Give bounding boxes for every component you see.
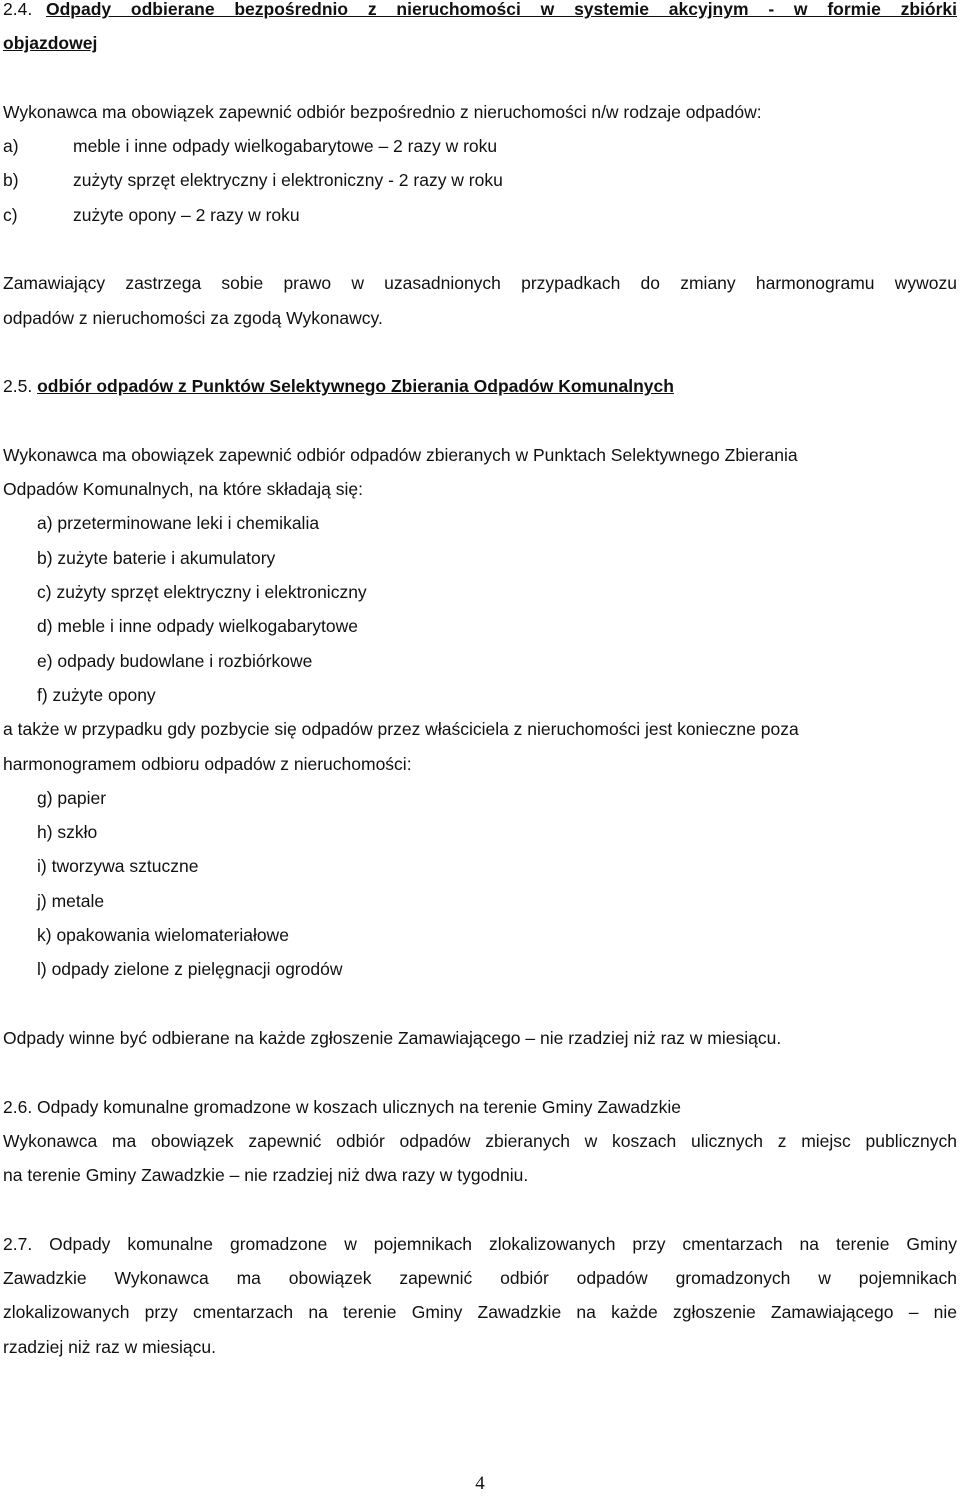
list-item-text: zużyty sprzęt elektryczny i elektroniczny - 2 razy w roku [73,170,503,191]
list-item: d) meble i inne odpady wielkogabarytowe [37,616,359,637]
list-item: b) zużyte baterie i akumulatory [37,547,276,568]
paragraph: Zamawiający zastrzega sobie prawo w uzasadnionych przypadkach do zmiany harmonogramu wywozu [3,273,957,294]
list-item: g) papier [37,787,107,808]
section-title-cont: objazdowej [3,33,98,54]
paragraph: odpadów z nieruchomości za zgodą Wykonawcy. [3,307,383,328]
paragraph: na terenie Gminy Zawadzkie – nie rzadziej niż dwa razy w tygodniu. [3,1165,529,1186]
paragraph: Zawadzkie Wykonawca ma obowiązek zapewnić odbiór odpadów gromadzonych w pojemnikach [3,1267,957,1288]
list-item: a) przeterminowane leki i chemikalia [37,513,320,534]
list-item [3,129,957,163]
paragraph: zlokalizowanych przy cmentarzach na terenie Gminy Zawadzkie na każde zgłoszenie Zamawiającego – nie [3,1302,957,1323]
section-number: 2.5. [3,376,33,397]
document-page [3,0,957,1364]
list-item-text: zużyte opony – 2 razy w roku [73,204,300,225]
section-2-7-heading: 2.7. Odpady komunalne gromadzone w pojemnikach zlokalizowanych przy cmentarzach na terenie Gminy [3,1233,957,1254]
page-number: 4 [475,1473,485,1494]
section-2-5-heading [3,369,957,403]
list-item: h) szkło [37,822,98,843]
paragraph: Wykonawca ma obowiązek zapewnić odbiór odpadów zbieranych w koszach ulicznych z miejsc publicznych [3,1130,957,1151]
list-item: k) opakowania wielomateriałowe [37,925,289,946]
section-title: odbiór odpadów z Punktów Selektywnego Zbierania Odpadów Komunalnych [37,376,674,397]
list-item [3,198,957,232]
paragraph: Odpady winne być odbierane na każde zgłoszenie Zamawiającego – nie rzadziej niż raz w miesiącu. [3,1027,782,1048]
list-item: f) zużyte opony [37,684,156,705]
list-item: e) odpady budowlane i rozbiórkowe [37,650,313,671]
section-number: 2.4. [3,0,33,19]
paragraph: rzadziej niż raz w miesiącu. [3,1336,216,1357]
paragraph: Wykonawca ma obowiązek zapewnić odbiór odpadów zbieranych w Punktach Selektywnego Zbierania [3,444,798,465]
section-title: Odpady odbierane bezpośrednio z nieruchomości w systemie akcyjnym - w formie zbiórki [46,0,957,19]
section-2-4-heading-cont [3,26,957,60]
list-item-label: c) [3,204,18,225]
list-item: i) tworzywa sztuczne [37,856,199,877]
list-item-text: meble i inne odpady wielkogabarytowe – 2 razy w roku [73,136,498,157]
list-item: c) zużyty sprzęt elektryczny i elektroniczny [37,582,367,603]
paragraph: Wykonawca ma obowiązek zapewnić odbiór bezpośrednio z nieruchomości n/w rodzaje odpadów: [3,101,762,122]
list-item [3,163,957,197]
paragraph: harmonogramem odbioru odpadów z nieruchomości: [3,753,412,774]
list-item-label: a) [3,136,19,157]
paragraph: Odpadów Komunalnych, na które składają się: [3,479,363,500]
paragraph: a także w przypadku gdy pozbycie się odpadów przez właściciela z nieruchomości jest konieczne poza [3,719,799,740]
section-2-6-heading: 2.6. Odpady komunalne gromadzone w koszach ulicznych na terenie Gminy Zawadzkie [3,1096,681,1117]
list-item: j) metale [37,890,105,911]
list-item: l) odpady zielone z pielęgnacji ogrodów [37,959,343,980]
section-2-4-heading [3,0,957,26]
list-item-label: b) [3,170,19,191]
